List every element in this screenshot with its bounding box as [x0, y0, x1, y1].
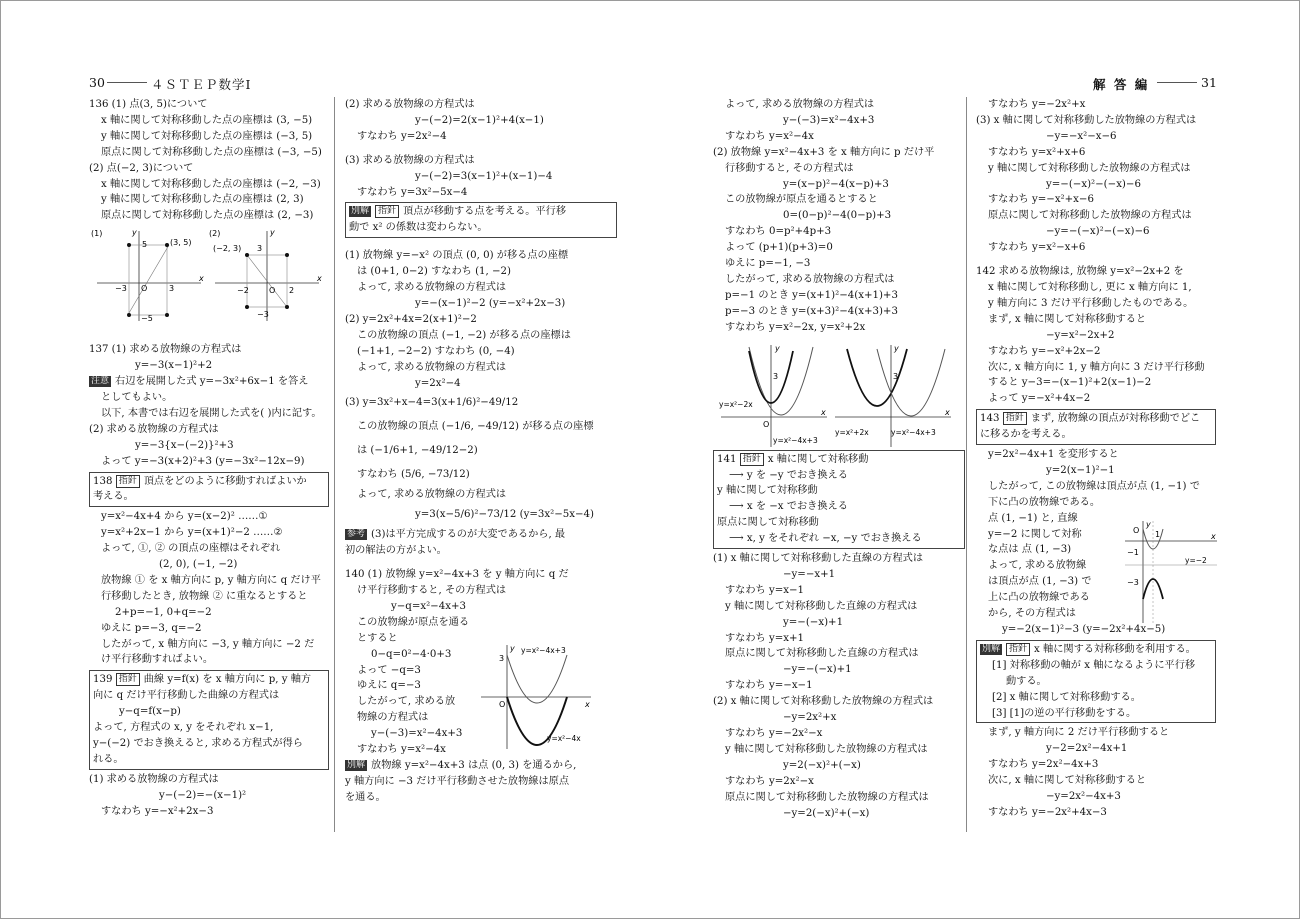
axis-label: y — [270, 228, 275, 237]
text-line: x 軸に関する対称移動を利用する。 — [1034, 643, 1196, 655]
math-line: すなわち y=−x²+2x−2 — [988, 345, 1101, 357]
hint-tag: 指針 — [740, 453, 764, 466]
hint-tag: 指針 — [1006, 643, 1030, 656]
math-line: すなわち y=2x²−4 — [357, 130, 447, 142]
text-line: [2] x 軸に関して対称移動する。 — [992, 691, 1141, 703]
point-marker — [245, 305, 249, 309]
problem-number: 138 — [93, 475, 113, 487]
text-line: 放物線 y=x²−4x+3 は点 (0, 3) を通るから, — [371, 760, 577, 771]
axis-label: x — [945, 408, 950, 417]
text-line: は頂点が点 (1, −3) で — [988, 576, 1092, 588]
text-line: れる。 — [93, 753, 124, 765]
math-line: y−q=x²−4x+3 — [391, 600, 466, 612]
text-line: 次に, x 軸に関して対称移動すると — [988, 775, 1147, 787]
text-line: 行移動すると, その方程式は — [725, 162, 854, 174]
math-line: −y=2(−x)²+(−x) — [783, 807, 870, 819]
hint-box — [89, 670, 329, 769]
point-marker — [127, 313, 131, 317]
tick-label: 2 — [289, 286, 295, 295]
curve-label: y=x²−4x+3 — [773, 436, 818, 445]
math-line: p=−1 のとき y=(x+1)²−4(x+1)+3 — [725, 289, 898, 301]
origin-label: O — [763, 420, 770, 429]
text-line: 行移動したとき, 放物線 ② に重なるとすると — [101, 590, 308, 602]
text-line: 動する。 — [1006, 675, 1047, 687]
origin-label: O — [1133, 526, 1140, 535]
hint-tag: 指針 — [116, 673, 140, 686]
text-line: 向に q だけ平行移動した曲線の方程式は — [93, 690, 280, 702]
text-line: 点 (1, −1) と, 直線 — [988, 512, 1078, 524]
alt-solution-box — [976, 640, 1216, 724]
left-book-title: ４ＳＴＥＰ数学Ⅰ — [151, 77, 252, 92]
text-line: (1) 求める放物線の方程式は — [89, 773, 219, 785]
point-marker — [127, 243, 131, 247]
math-line: すなわち y=−x²+2x−3 — [101, 805, 214, 817]
note-tag: 注意 — [91, 376, 110, 387]
math-line: ゆえに p=−1, −3 — [725, 258, 811, 270]
text-line: 140 (1) 放物線 y=x²−4x+3 を y 軸方向に q だ — [345, 569, 569, 581]
tick-label: 3 — [257, 244, 263, 253]
column-4 — [976, 97, 1216, 821]
text-line: この放物線が原点を通るとすると — [725, 194, 878, 206]
math-line: y=−(x−1)²−2 (y=−x²+2x−3) — [415, 297, 566, 309]
text-line: を通る。 — [345, 791, 386, 803]
text-line: よって, ①, ② の頂点の座標はそれぞれ — [101, 543, 281, 555]
text-line: 動で x² の係数は変わらない。 — [349, 222, 488, 234]
origin-label: O — [269, 286, 276, 295]
problem-number: 141 — [717, 453, 737, 465]
figure-136-2 — [207, 227, 325, 323]
text-line: 上に凸の放物線である — [988, 592, 1090, 604]
math-line: よって y=−x²+4x−2 — [988, 393, 1091, 405]
text-line: よって, 求める放物線の方程式は — [357, 361, 507, 373]
tick-label: 5 — [142, 240, 148, 249]
math-line: y=x²−4x+4 から y=(x−2)² ……① — [101, 511, 268, 523]
math-line: y=2(x−1)²−1 — [1046, 464, 1115, 476]
hint-tag: 指針 — [116, 475, 140, 488]
text-line: y 軸に関して対称移動した放物線の方程式は — [725, 743, 928, 755]
point-label: (3, 5) — [170, 238, 192, 247]
text-line: 物線の方程式は — [357, 712, 429, 724]
text-line: (3) 求める放物線の方程式は — [345, 154, 475, 166]
math-line: よって y=−3(x+2)²+3 (y=−3x²−12x−9) — [101, 455, 305, 467]
math-line: (3) y=3x²+x−4=3(x+1/6)²−49/12 — [345, 397, 519, 409]
axis-label: y — [894, 344, 899, 353]
text-line: 曲線 y=f(x) を x 軸方向に p, y 軸方 — [143, 674, 312, 686]
left-page-number: 30 — [89, 75, 105, 90]
text-line: x 軸に関して対称移動 — [767, 453, 869, 465]
axis-label: y — [510, 644, 515, 653]
math-line: −y=2x²+x — [783, 712, 837, 724]
math-line: y−(−3)=x²−4x+3 — [371, 728, 463, 740]
text-line: よって, 方程式の x, y をそれぞれ x−1, — [93, 722, 274, 734]
math-line: (2, 0), (−1, −2) — [159, 559, 238, 571]
math-line: すなわち y=−2x²−x — [725, 728, 823, 739]
text-line: y=−2 に関して対称 — [988, 528, 1082, 540]
tick-label: 3 — [773, 372, 779, 381]
axis-label: y — [132, 228, 137, 237]
text-line: この放物線の頂点 (−1, −2) が移る点の座標は — [357, 329, 571, 341]
point-marker — [165, 243, 169, 247]
header-rule-left — [107, 82, 147, 83]
math-line: 2+p=−1, 0+q=−2 — [115, 606, 212, 618]
text-line: したがって, x 軸方向に −3, y 軸方向に −2 だ — [101, 638, 315, 650]
math-line: y=−3(x−1)²+2 — [135, 360, 213, 372]
text-line: 原点に関して対称移動 — [717, 517, 819, 529]
math-line: すなわち y=x+1 — [725, 632, 805, 644]
text-line: (1) x 軸に関して対称移動した直線の方程式は — [713, 553, 924, 565]
text-line: ⟶ y を −y でおき換える — [729, 469, 848, 481]
curve-label: y=x²−4x+3 — [521, 646, 566, 655]
math-line: −y=−x²−x−6 — [1046, 130, 1117, 142]
math-line: −y=−(−x)+1 — [783, 664, 852, 676]
text-line: 136 (1) 点(3, 5)について — [89, 99, 208, 110]
text-line: よって, 求める放物線 — [988, 560, 1087, 572]
text-line: よって, 求める放物線の方程式は — [357, 282, 507, 294]
column-1 — [89, 97, 329, 820]
hint-box — [713, 450, 965, 549]
text-line: y 軸に関して対称移動した点の座標は (−3, 5) — [101, 130, 313, 142]
math-line: よって (p+1)(p+3)=0 — [725, 242, 833, 254]
parabola-before — [877, 349, 945, 416]
math-line: y=−(−x)²−(−x)−6 — [1046, 178, 1141, 190]
column-3 — [713, 97, 965, 821]
text-line: まず, x 軸に関して対称移動すると — [988, 313, 1147, 325]
text-line: (3)は平方完成するのが大変であるから, 最 — [371, 529, 566, 541]
header-left — [89, 75, 105, 90]
math-line: −y=2x²−4x+3 — [1046, 791, 1121, 803]
axis-label: y — [1146, 520, 1151, 529]
axis-label: x — [1211, 532, 1216, 541]
text-line: まず, y 軸方向に 2 だけ平行移動すると — [988, 727, 1170, 739]
problem-number: 139 — [93, 674, 113, 686]
text-line: (2) 求める放物線の方程式は — [345, 99, 475, 110]
math-line: すなわち y=3x²−5x−4 — [357, 186, 468, 198]
curve-label: y=x²−4x+3 — [891, 428, 936, 437]
math-line: すなわち y=x²−4x — [357, 744, 446, 756]
math-line: y=3(x−5/6)²−73/12 (y=3x²−5x−4) — [415, 509, 594, 521]
text-line: 初の解法の方がよい。 — [345, 545, 447, 557]
text-line: 原点に関して対称移動した放物線の方程式は — [988, 210, 1192, 222]
tick-label: −3 — [1127, 578, 1139, 587]
point-marker — [165, 313, 169, 317]
header-rule-right — [1157, 82, 1197, 83]
text-line: け平行移動すると, その方程式は — [357, 585, 507, 597]
math-line: すなわち y=2x²−x — [725, 775, 814, 787]
text-line: とすると — [357, 632, 398, 644]
hint-box — [89, 472, 329, 508]
math-line: y−(−2)=2(x−1)²+4(x−1) — [415, 114, 544, 126]
alt-tag: 別解 — [351, 206, 370, 217]
math-line: (−1+1, −2−2) すなわち (0, −4) — [357, 345, 515, 357]
line-label: y=−2 — [1185, 556, 1207, 565]
text-line: この放物線が原点を通る — [357, 616, 470, 628]
figure-143 — [1123, 519, 1219, 625]
axis-label: x — [317, 274, 322, 283]
figure-140-1 — [479, 641, 595, 751]
tick-label: −3 — [115, 284, 127, 293]
tick-label: −3 — [257, 310, 269, 319]
text-line: x 軸に関して対称移動した点の座標は (−2, −3) — [101, 178, 321, 190]
text-line: y−(−2) でおき換えると, 求める方程式が得ら — [93, 738, 303, 749]
text-line: y 軸に関して対称移動した放物線の方程式は — [988, 162, 1191, 174]
curve-label: y=x²+2x — [835, 428, 869, 437]
math-line: すなわち y=−2x²+x — [988, 99, 1086, 110]
math-line: y−(−3)=x²−4x+3 — [783, 114, 875, 126]
text-line: (2) x 軸に関して対称移動した放物線の方程式は — [713, 696, 934, 708]
math-line: y−(−2)=−(x−1)² — [159, 789, 247, 801]
tick-label: 3 — [893, 372, 899, 381]
math-line: −y=x²−2x+2 — [1046, 329, 1115, 341]
right-section-title: 解 答 編 — [1093, 77, 1150, 92]
hint-box — [976, 409, 1216, 445]
math-line: −y=−x+1 — [783, 568, 836, 580]
problem-number: 143 — [980, 413, 1000, 425]
math-line: −y=−(−x)²−(−x)−6 — [1046, 226, 1150, 238]
tick-label: 1 — [1155, 530, 1161, 539]
figure-140-2a — [719, 343, 831, 449]
alt-tag: 別解 — [347, 760, 366, 770]
text-line: 原点に関して対称移動した直線の方程式は — [725, 648, 919, 660]
reflection-rect — [129, 245, 167, 315]
point-marker — [285, 305, 289, 309]
text-line: したがって, 求める放物線の方程式は — [725, 273, 895, 285]
math-line: y=x²+2x−1 から y=(x+1)²−2 ……② — [101, 527, 283, 539]
text-line: y=2x²−4x+1 を変形すると — [988, 449, 1119, 461]
text-line: y 軸に関して対称移動 — [717, 485, 818, 497]
math-line: p=−3 のとき y=(x+3)²−4(x+3)+3 — [725, 305, 898, 317]
math-line: すなわち y=x−1 — [725, 584, 805, 596]
math-line: y=−(−x)+1 — [783, 616, 844, 628]
math-line: y=−3{x−(−2)}²+3 — [135, 439, 234, 451]
text-line: ⟶ x を −x でおき換える — [729, 501, 848, 513]
reflection-diagonal — [129, 245, 169, 313]
math-line: y−(−2)=3(x−1)²+(x−1)−4 — [415, 170, 553, 182]
math-line: すなわち y=x²−x+6 — [988, 242, 1086, 254]
parabola-before — [749, 347, 813, 415]
tick-label: −5 — [141, 314, 153, 323]
figure-label: (2) — [209, 229, 221, 238]
math-line: すなわち (5/6, −73/12) — [357, 469, 470, 481]
text-line: け平行移動すればよい。 — [101, 654, 214, 666]
column-divider — [966, 97, 967, 832]
text-line: 右辺を展開した式 y=−3x²+6x−1 を答え — [115, 376, 309, 388]
text-line: 原点に関して対称移動した放物線の方程式は — [725, 791, 929, 803]
math-line: すなわち 0=p²+4p+3 — [725, 226, 832, 238]
text-line: x 軸に関して対称移動した点の座標は (3, −5) — [101, 114, 313, 126]
axis-label: x — [585, 700, 590, 709]
text-line: 頂点をどのように移動すればよいか — [143, 475, 307, 487]
math-line: すなわち y=−x²+x−6 — [988, 194, 1094, 206]
parabola-before — [507, 655, 567, 703]
math-line: (2) y=2x²+4x=2(x+1)²−2 — [345, 313, 477, 325]
point-marker — [245, 253, 249, 257]
figure-136-1 — [89, 227, 207, 323]
math-line: すなわち y=x²−2x, y=x²+2x — [725, 321, 866, 333]
text-line: (2) 放物線 y=x²−4x+3 を x 軸方向に p だけ平 — [713, 146, 935, 158]
point-label: (−2, 3) — [213, 244, 242, 253]
text-line: x 軸に関して対称移動し, 更に x 軸方向に 1, — [988, 281, 1192, 293]
hint-tag: 指針 — [375, 205, 399, 218]
math-line: ゆえに q=−3 — [357, 680, 421, 692]
point-marker — [285, 253, 289, 257]
text-line: [3] [1]の逆の平行移動をする。 — [992, 707, 1137, 719]
math-line: 0−q=0²−4·0+3 — [371, 648, 452, 660]
text-line: 原点に関して対称移動した点の座標は (−3, −5) — [101, 146, 322, 158]
text-line: y 軸方向に 3 だけ平行移動したものである。 — [988, 297, 1194, 309]
text-line: は (0+1, 0−2) すなわち (1, −2) — [357, 266, 512, 278]
origin-label: O — [141, 284, 148, 293]
text-line: 137 (1) 求める放物線の方程式は — [89, 344, 242, 356]
text-line: から, その方程式は — [988, 608, 1076, 620]
text-line: な点は 点 (1, −3) — [988, 544, 1072, 556]
text-line: (2) 求める放物線の方程式は — [89, 423, 219, 435]
math-line: y−q=f(x−p) — [119, 706, 181, 718]
alt-tag: 別解 — [982, 643, 1001, 654]
reference-tag: 参考 — [347, 529, 366, 540]
text-line: まず, 放物線の頂点が対称移動でどこ — [1030, 413, 1201, 425]
hint-tag: 指針 — [1003, 412, 1027, 425]
math-line: すると y−3=−(x−1)²+2(x−1)−2 — [988, 377, 1152, 389]
math-line: 0=(0−p)²−4(0−p)+3 — [783, 210, 892, 222]
tick-label: 3 — [499, 654, 505, 663]
text-line: 頂点が移動する点を考える。平行移 — [403, 206, 567, 218]
text-line: (3) x 軸に関して対称移動した放物線の方程式は — [976, 114, 1197, 126]
text-line: y 軸に関して対称移動した点の座標は (2, 3) — [101, 194, 304, 206]
alt-solution-box — [345, 202, 617, 238]
text-line: ⟶ x, y をそれぞれ −x, −y でおき換える — [729, 533, 922, 545]
tick-label: −2 — [237, 286, 249, 295]
text-line: この放物線の頂点 (−1/6, −49/12) が移る点の座標 — [357, 421, 594, 433]
math-line: すなわち y=−2x²+4x−3 — [988, 806, 1107, 818]
math-line: よって −q=3 — [357, 664, 421, 676]
math-line: すなわち y=2x²−4x+3 — [988, 759, 1099, 771]
math-line: y=(x−p)²−4(x−p)+3 — [783, 178, 889, 190]
tick-label: 3 — [169, 284, 175, 293]
text-line: に移るかを考える。 — [980, 429, 1072, 441]
right-page-number: 31 — [1201, 75, 1217, 90]
tick-label: −1 — [1127, 548, 1139, 557]
math-line: すなわち y=−x−1 — [725, 680, 813, 692]
axis-label: x — [199, 274, 204, 283]
column-divider — [334, 97, 335, 832]
axis-label: x — [821, 408, 826, 417]
text-line: 原点に関して対称移動した点の座標は (2, −3) — [101, 210, 314, 222]
math-line: ゆえに p=−3, q=−2 — [101, 622, 202, 634]
text-line: したがって, この放物線は頂点が点 (1, −1) で — [988, 480, 1200, 492]
figure-label: (1) — [91, 229, 103, 238]
text-line: 次に, x 軸方向に 1, y 軸方向に 3 だけ平行移動 — [988, 361, 1205, 373]
math-line: y=2x²−4 — [415, 377, 461, 389]
text-line: よって, 求める放物線の方程式は — [725, 99, 875, 110]
origin-label: O — [499, 700, 506, 709]
text-line: 以下, 本書では右辺を展開した式を( )内に記す。 — [101, 407, 322, 419]
text-line: としてもよい。 — [101, 391, 173, 403]
text-line: y 軸方向に −3 だけ平行移動させた放物線は原点 — [345, 775, 570, 787]
curve-label: y=x²−4x — [547, 734, 581, 743]
text-line: (1) 放物線 y=−x² の頂点 (0, 0) が移る点の座標 — [345, 250, 569, 262]
text-line: y 軸に関して対称移動した直線の方程式は — [725, 600, 918, 612]
text-line: したがって, 求める放 — [357, 696, 456, 708]
math-line: は (−1/6+1, −49/12−2) — [357, 445, 478, 457]
figure-140-2b — [833, 343, 953, 449]
math-line: すなわち y=x²+x+6 — [988, 146, 1086, 158]
text-line: (2) 点(−2, 3)について — [89, 162, 194, 174]
axis-label: y — [775, 344, 780, 353]
text-line: 放物線 ① を x 軸方向に p, y 軸方向に q だけ平 — [101, 574, 321, 586]
math-line: y−2=2x²−4x+1 — [1046, 743, 1128, 755]
math-line: すなわち y=x²−4x — [725, 130, 814, 142]
math-line: y=−2(x−1)²−3 (y=−2x²+4x−5) — [1002, 624, 1166, 635]
text-line: [1] 対称移動の軸が x 軸になるように平行移 — [992, 659, 1196, 671]
text-line: 考える。 — [93, 491, 134, 503]
curve-label: y=x²−2x — [719, 400, 753, 409]
text-line: 142 求める放物線は, 放物線 y=x²−2x+2 を — [976, 266, 1184, 278]
math-line: y=2(−x)²+(−x) — [783, 759, 861, 771]
text-line: 下に凸の放物線である。 — [988, 496, 1101, 508]
text-line: よって, 求める放物線の方程式は — [357, 489, 507, 501]
